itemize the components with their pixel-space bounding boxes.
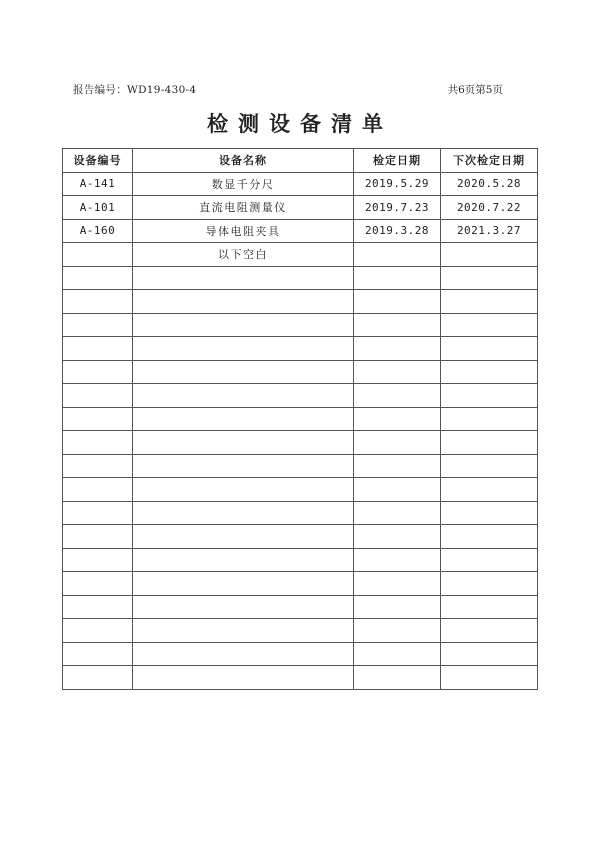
cell-calibration-date	[354, 478, 441, 502]
cell-next-calibration-date: 2021.3.27	[441, 219, 538, 243]
cell-next-calibration-date	[441, 642, 538, 666]
cell-equipment-name	[133, 313, 354, 337]
cell-calibration-date	[354, 313, 441, 337]
table-header-row	[63, 149, 538, 173]
cell-equipment-no: A-101	[63, 196, 133, 220]
cell-calibration-date: 2019.7.23	[354, 196, 441, 220]
cell-next-calibration-date	[441, 290, 538, 314]
cell-next-calibration-date	[441, 595, 538, 619]
cell-equipment-name	[133, 360, 354, 384]
cell-calibration-date	[354, 525, 441, 549]
cell-calibration-date	[354, 548, 441, 572]
cell-equipment-no	[63, 337, 133, 361]
cell-equipment-no	[63, 548, 133, 572]
column-header-calibration-date: 检定日期	[354, 149, 441, 173]
column-header-equipment-name: 设备名称	[133, 149, 354, 173]
cell-next-calibration-date	[441, 313, 538, 337]
cell-equipment-no	[63, 525, 133, 549]
table-row	[63, 666, 538, 690]
cell-equipment-no: A-141	[63, 172, 133, 196]
cell-next-calibration-date: 2020.7.22	[441, 196, 538, 220]
cell-equipment-no	[63, 501, 133, 525]
cell-equipment-no	[63, 619, 133, 643]
table-row	[63, 360, 538, 384]
cell-equipment-no	[63, 407, 133, 431]
cell-equipment-no	[63, 266, 133, 290]
table-row	[63, 219, 538, 243]
cell-calibration-date	[354, 619, 441, 643]
table-row	[63, 595, 538, 619]
equipment-table	[62, 148, 538, 690]
cell-calibration-date	[354, 360, 441, 384]
cell-calibration-date	[354, 642, 441, 666]
table-row	[63, 313, 538, 337]
table-row	[63, 548, 538, 572]
cell-equipment-name	[133, 337, 354, 361]
cell-equipment-name	[133, 595, 354, 619]
cell-calibration-date	[354, 666, 441, 690]
table-row	[63, 525, 538, 549]
cell-equipment-name: 直流电阻测量仪	[133, 196, 354, 220]
cell-equipment-no	[63, 454, 133, 478]
table-row	[63, 384, 538, 408]
table-row	[63, 266, 538, 290]
cell-equipment-name	[133, 525, 354, 549]
cell-next-calibration-date	[441, 407, 538, 431]
cell-next-calibration-date	[441, 525, 538, 549]
cell-calibration-date	[354, 595, 441, 619]
cell-equipment-no	[63, 290, 133, 314]
cell-equipment-name	[133, 572, 354, 596]
table-row	[63, 454, 538, 478]
table-row	[63, 290, 538, 314]
cell-next-calibration-date	[441, 666, 538, 690]
cell-equipment-name: 以下空白	[133, 243, 354, 267]
table-row	[63, 619, 538, 643]
column-header-equipment-no: 设备编号	[63, 149, 133, 173]
cell-equipment-name	[133, 266, 354, 290]
cell-next-calibration-date: 2020.5.28	[441, 172, 538, 196]
cell-next-calibration-date	[441, 337, 538, 361]
cell-next-calibration-date	[441, 572, 538, 596]
table-row	[63, 501, 538, 525]
cell-equipment-no	[63, 313, 133, 337]
table-row	[63, 431, 538, 455]
cell-equipment-no	[63, 642, 133, 666]
cell-calibration-date	[354, 337, 441, 361]
cell-next-calibration-date	[441, 384, 538, 408]
table-row	[63, 478, 538, 502]
cell-equipment-name	[133, 407, 354, 431]
cell-equipment-no	[63, 478, 133, 502]
cell-calibration-date	[354, 266, 441, 290]
cell-calibration-date: 2019.5.29	[354, 172, 441, 196]
cell-equipment-no	[63, 595, 133, 619]
table-row	[63, 196, 538, 220]
cell-equipment-name: 数显千分尺	[133, 172, 354, 196]
cell-equipment-no	[63, 431, 133, 455]
page-indicator: 共6页第5页	[447, 84, 503, 96]
cell-equipment-name	[133, 666, 354, 690]
cell-next-calibration-date	[441, 478, 538, 502]
cell-equipment-name	[133, 431, 354, 455]
cell-calibration-date	[354, 572, 441, 596]
cell-equipment-name	[133, 478, 354, 502]
cell-equipment-name	[133, 501, 354, 525]
cell-next-calibration-date	[441, 243, 538, 267]
page-title: 检测设备清单	[207, 112, 393, 136]
cell-equipment-no	[63, 360, 133, 384]
cell-equipment-no	[63, 384, 133, 408]
cell-next-calibration-date	[441, 431, 538, 455]
cell-next-calibration-date	[441, 360, 538, 384]
column-header-next-calibration-date: 下次检定日期	[441, 149, 538, 173]
cell-equipment-name	[133, 454, 354, 478]
cell-calibration-date	[354, 407, 441, 431]
cell-equipment-name	[133, 619, 354, 643]
cell-equipment-name	[133, 290, 354, 314]
cell-calibration-date	[354, 384, 441, 408]
cell-calibration-date	[354, 454, 441, 478]
cell-calibration-date: 2019.3.28	[354, 219, 441, 243]
cell-equipment-name	[133, 548, 354, 572]
cell-equipment-name: 导体电阻夹具	[133, 219, 354, 243]
cell-calibration-date	[354, 501, 441, 525]
cell-equipment-no	[63, 243, 133, 267]
table-row	[63, 172, 538, 196]
table-row	[63, 642, 538, 666]
cell-next-calibration-date	[441, 548, 538, 572]
cell-equipment-no	[63, 666, 133, 690]
cell-equipment-no	[63, 572, 133, 596]
cell-next-calibration-date	[441, 454, 538, 478]
report-number: 报告编号：WD19-430-4	[73, 84, 197, 96]
cell-calibration-date	[354, 290, 441, 314]
cell-calibration-date	[354, 431, 441, 455]
cell-next-calibration-date	[441, 501, 538, 525]
table-row	[63, 407, 538, 431]
cell-next-calibration-date	[441, 266, 538, 290]
cell-equipment-name	[133, 384, 354, 408]
cell-next-calibration-date	[441, 619, 538, 643]
table-row	[63, 337, 538, 361]
table-row	[63, 572, 538, 596]
table-row	[63, 243, 538, 267]
cell-equipment-name	[133, 642, 354, 666]
cell-equipment-no: A-160	[63, 219, 133, 243]
cell-calibration-date	[354, 243, 441, 267]
